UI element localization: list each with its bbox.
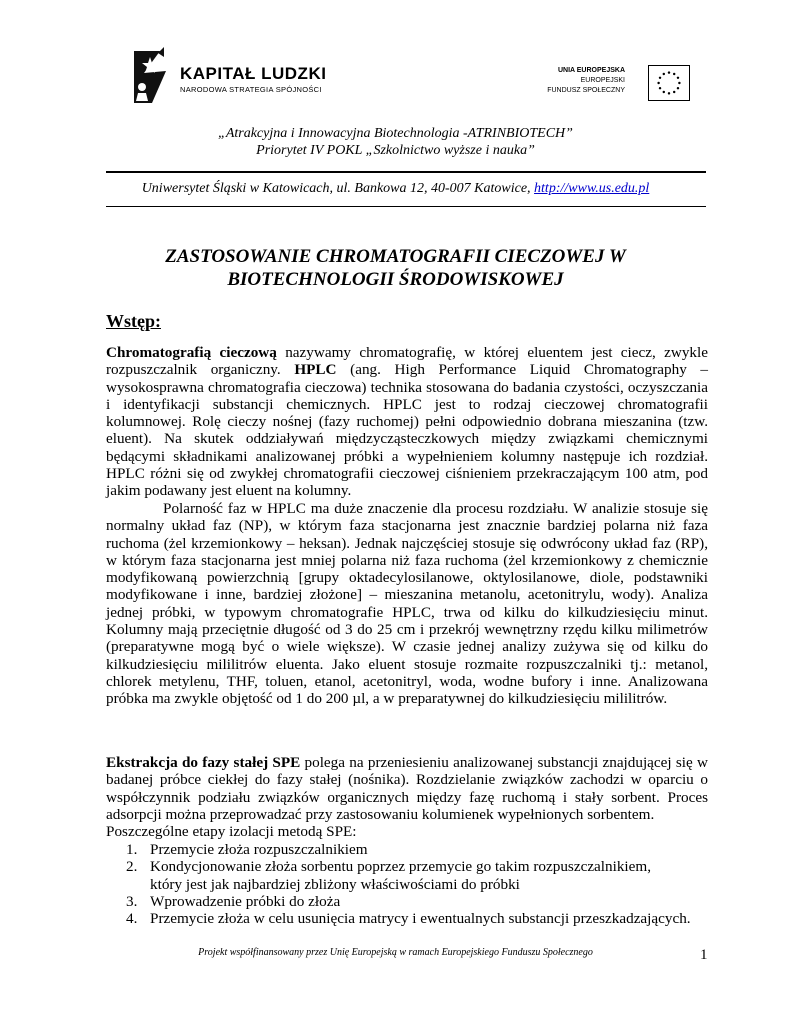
list-item-text: Przemycie złoża w celu usunięcia matrycy i ewentualnych substancji przeszkadzających. <box>150 910 691 928</box>
kapital-ludzki-title: KAPITAŁ LUDZKI <box>180 64 327 83</box>
header-divider-top <box>106 171 706 173</box>
document-title-line1: ZASTOSOWANIE CHROMATOGRAFII CIECZOWEJ W <box>165 246 626 267</box>
steps-intro: Poszczególne etapy izolacji metodą SPE: <box>106 823 357 840</box>
list-item-number: 2. <box>126 858 138 876</box>
list-item <box>126 910 716 927</box>
paragraph-polarity: Polarność faz w HPLC ma duże znaczenie dla procesu rozdziału. W analizie stosuje się normalny układ faz (NP), w którym faza stacjonarna jest znacznie bardziej polarna niż faza ruchoma (żel krzemionkowy – heksan). Jednak najczęściej stosuje się odwrócony układ faz (RP), w którym faza stacjonarna jest mniej polarna niż faza ruchoma (żel krzemionkowy z chemicznie modyfikowaną powierzchnią [grupy oktadecylosilanowe, oktylosilanowe, diole, podstawniki modyfikowane i inne, bardziej złożone] – mieszanina metanolu, acetonitrylu, wody). Analiza jednej próbki, w typowym chromatografie HPLC, trwa od kilku do kilkudziesięciu minut. Kolumny mają przeciętnie długość od 3 do 25 cm i przekrój wewnętrzny rzędu kilku milimetrów (preparatywne mogą być o wiele większe). W czasie jednej analizy zużywa się od kilku do kilkudziesięciu mililitrów eluenta. Jako eluent stosuje rozmaite rozpuszczalniki tj.: metanol, chlorek metylenu, THF, toluen, etanol, acetonitryl, woda, wodne bufory i inne. Analizowana próbka ma zwykle objętość od 1 do 200 µl, a w preparatywnej do kilkudziesięciu mililitrów. <box>106 500 708 708</box>
paragraph-text: polega na przeniesieniu analizowanej substancji znajdującej się w badanej próbce ciekłej do fazy stałej (nośnika). Rozdzielanie związków zachodzi w oparciu o współczynnik podziału związków organicznych między fazę ruchomą i stały sorbent. Proces adsorpcji można przeprowadzać przy zastosowaniu kolumienek wypełnionych sorbentem. <box>106 754 708 823</box>
university-line <box>0 181 791 197</box>
paragraph-spe <box>106 754 708 823</box>
list-item-number: 4. <box>126 910 138 928</box>
kapital-ludzki-emblem-icon <box>130 47 178 105</box>
list-item-number: 1. <box>126 841 138 858</box>
eu-flag-icon <box>648 65 690 101</box>
list-item <box>126 841 716 858</box>
list-item <box>126 893 716 910</box>
term-liquid-chromatography: Chromatografią cieczową <box>106 344 277 361</box>
priority-line: Priorytet IV POKL „Szkolnictwo wyższe i nauka” <box>256 143 535 158</box>
header-divider-bottom <box>106 206 706 207</box>
term-hplc: HPLC <box>294 361 337 379</box>
eu-logo-line1: UNIA EUROPEJSKA <box>557 67 625 74</box>
kapital-ludzki-subtitle: NARODOWA STRATEGIA SPÓJNOŚCI <box>180 85 322 94</box>
eu-logo <box>545 66 690 103</box>
eu-logo-line3: FUNDUSZ SPOŁECZNY <box>547 87 625 94</box>
list-item-text: Kondycjonowanie złoża sorbentu poprzez przemycie go takim rozpuszczalnikiem, który jest jak najbardziej zbliżony właściwościami do próbki <box>150 858 651 893</box>
paragraph-hplc-intro <box>106 344 708 500</box>
university-address: Uniwersytet Śląski w Katowicach, ul. Bankowa 12, 40-007 Katowice, <box>141 181 535 196</box>
page-number: 1 <box>700 947 708 963</box>
term-spe: Ekstrakcja do fazy stałej SPE <box>106 754 301 771</box>
list-item <box>126 858 680 893</box>
intro-heading: Wstęp: <box>106 311 161 331</box>
project-line: „Atrakcyjna i Innowacyjna Biotechnologia -ATRINBIOTECH” <box>218 126 573 141</box>
university-link[interactable]: http://www.us.edu.pl <box>534 181 650 196</box>
list-item-number: 3. <box>126 892 138 910</box>
document-title-line2: BIOTECHNOLOGII ŚRODOWISKOWEJ <box>227 269 564 290</box>
spe-steps-list <box>126 841 716 927</box>
list-item-text: Przemycie złoża rozpuszczalnikiem <box>150 841 368 858</box>
paragraph-text: (ang. High Performance Liquid Chromatography – wysokosprawna chromatografia cieczowa) technika stosowana do badania czystości, oczyszczania i identyfikacji substancji chemicznych. HPLC jest to rodzaj cieczowej chromatografii kolumnowej. Rolę cieczy nośnej (fazy ruchomej) pełni odpowiednio dobrana mieszanina (tzw. eluent). Na skutek oddziaływań międzycząsteczkowych między związkami chemicznymi będącymi składnikami analizowanej próbki a wypełnieniem kolumny następuje ich rozdział. HPLC różni się od zwykłej chromatografii cieczowej ciśnieniem przekraczającym 100 atm, pod jakim podawany jest eluent na kolumny. <box>106 361 708 500</box>
eu-logo-line2: EUROPEJSKI <box>580 77 625 84</box>
list-item-text: Wprowadzenie próbki do złoża <box>150 892 341 910</box>
footer-text: Projekt współfinansowany przez Unię Europejską w ramach Europejskiego Funduszu Społecznego <box>198 947 593 958</box>
paragraph-text: nazywamy chromatografię, w której eluentem jest ciecz, zwykle rozpuszczalnik organiczny. <box>106 344 708 379</box>
